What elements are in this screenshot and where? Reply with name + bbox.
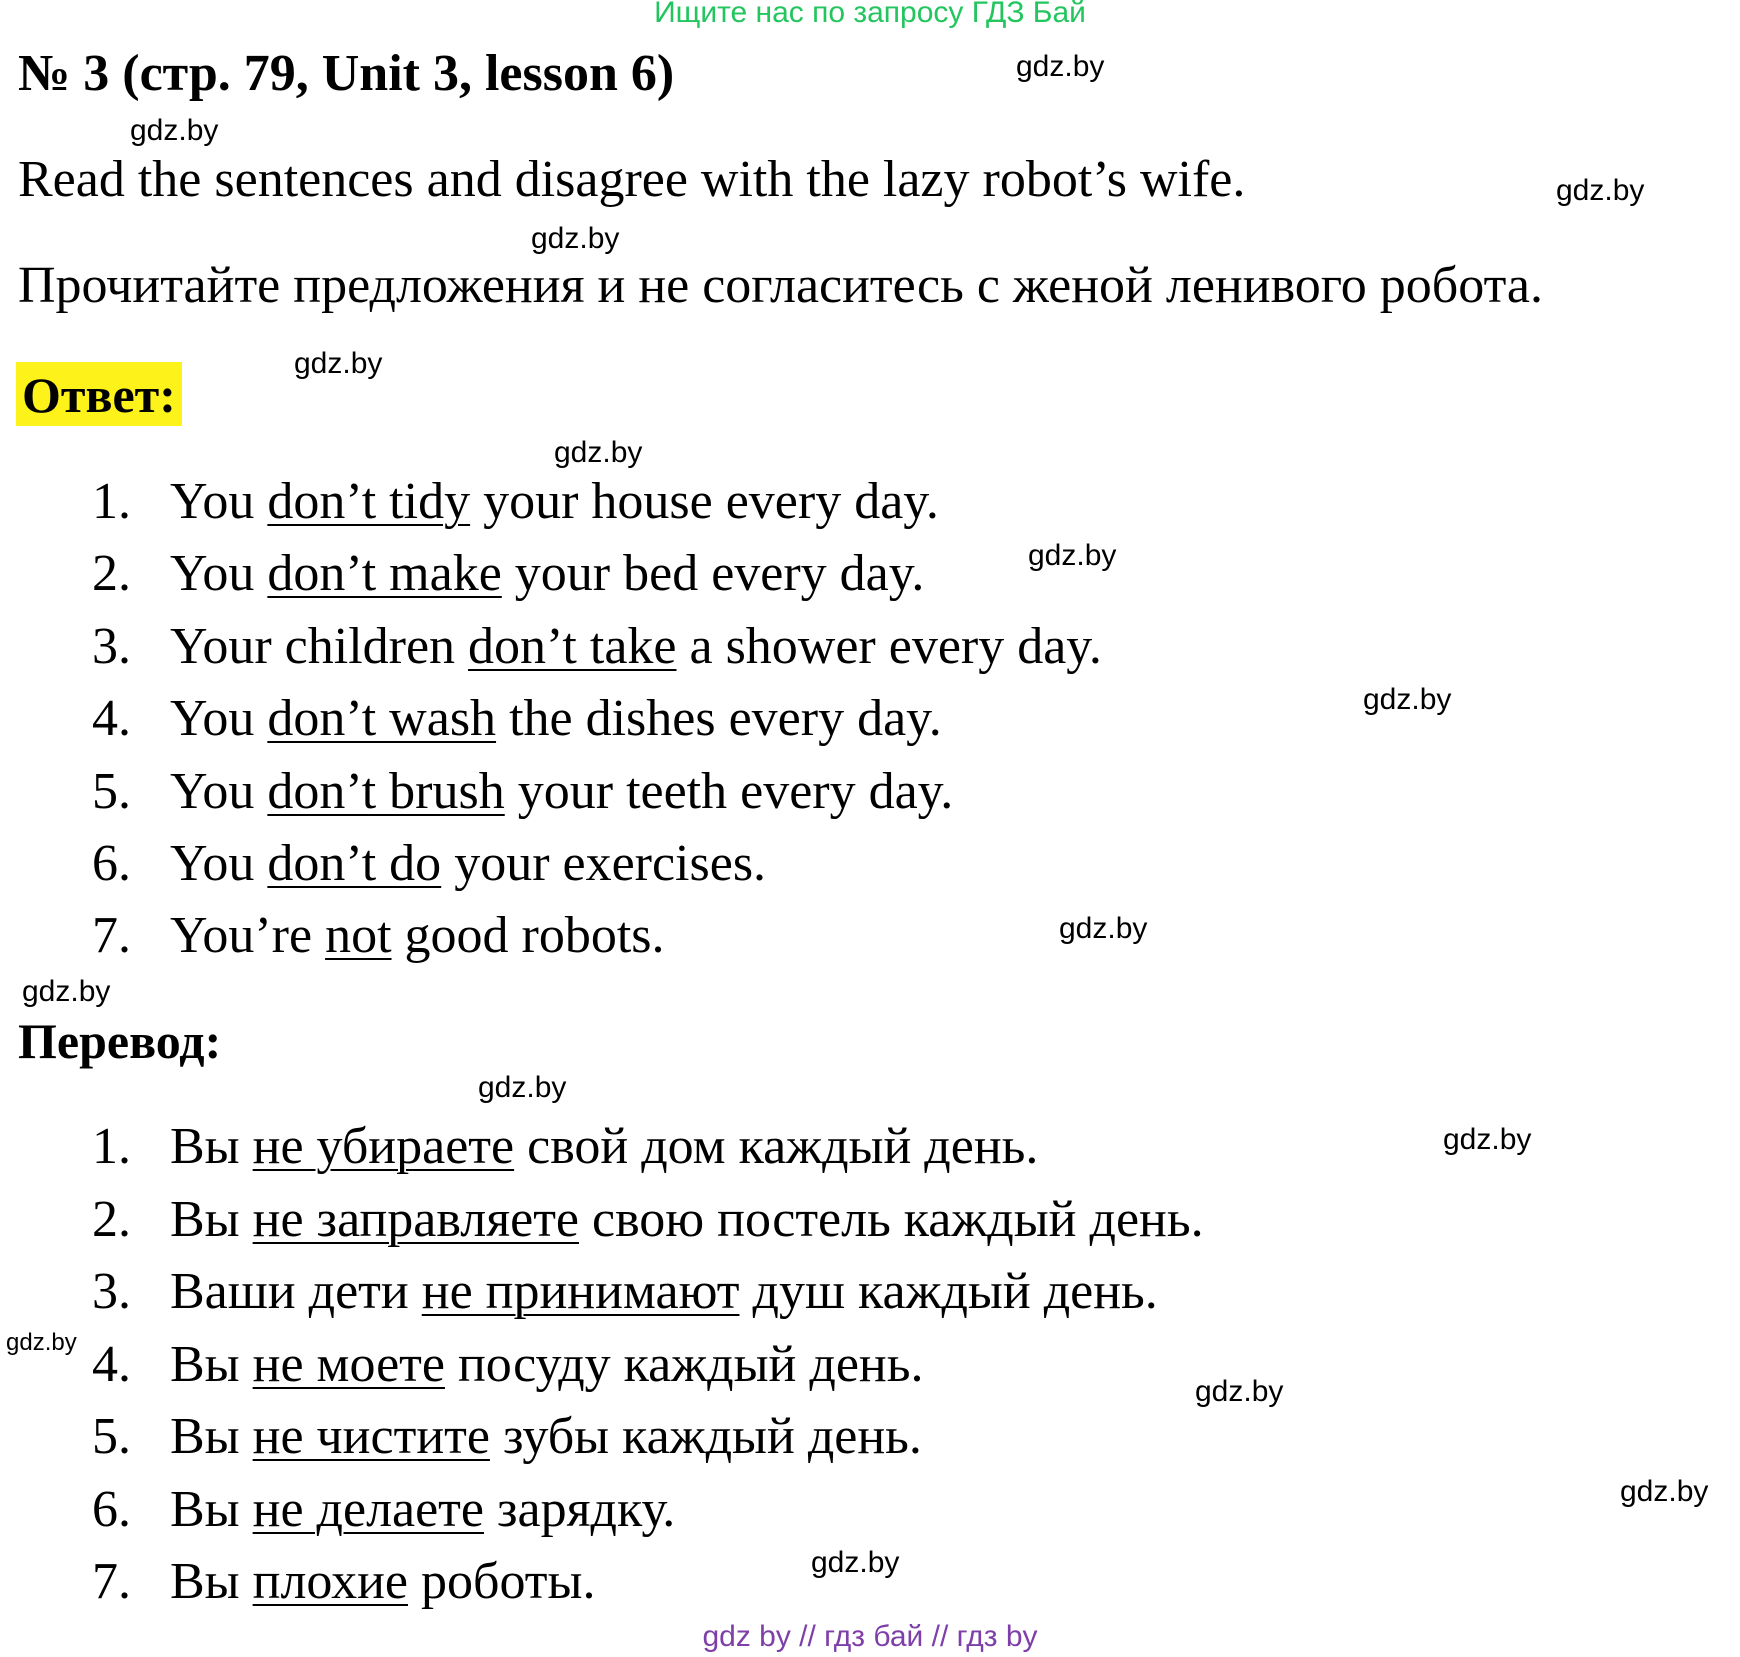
- answer-item: [92, 762, 953, 821]
- translation-item: [92, 1117, 1038, 1176]
- item-text: Вы: [170, 1191, 253, 1248]
- item-number: 2.: [92, 545, 131, 602]
- item-underlined: don’t brush: [267, 763, 505, 820]
- translation-item: [92, 1407, 922, 1466]
- item-number: 3.: [92, 618, 131, 675]
- watermark: gdz.by: [294, 347, 383, 380]
- item-text: You: [170, 690, 268, 747]
- item-text: Вы: [170, 1336, 253, 1393]
- item-text: your bed every day.: [501, 545, 925, 602]
- watermark: gdz.by: [531, 222, 620, 255]
- watermark: gdz.by: [1028, 539, 1117, 572]
- watermark: gdz.by: [6, 1329, 77, 1356]
- item-text: Вы: [170, 1481, 253, 1538]
- item-underlined: don’t tidy: [267, 473, 471, 530]
- item-text: You: [170, 835, 268, 892]
- item-text: a shower every day.: [676, 618, 1102, 675]
- answer-item: [92, 906, 665, 965]
- item-underlined: не моете: [252, 1336, 445, 1393]
- item-text: the dishes every day.: [496, 690, 942, 747]
- watermark: gdz.by: [811, 1546, 900, 1579]
- item-underlined: don’t wash: [267, 690, 497, 747]
- item-text: свой дом каждый день.: [514, 1118, 1039, 1175]
- translation-item: [92, 1335, 923, 1394]
- translation-item: [92, 1262, 1158, 1321]
- item-text: роботы.: [408, 1553, 596, 1610]
- item-text: душ каждый день.: [739, 1263, 1158, 1320]
- item-underlined: don’t make: [267, 545, 502, 602]
- item-text: your exercises.: [441, 835, 767, 892]
- watermark: gdz.by: [1443, 1123, 1532, 1156]
- watermark: gdz.by: [1016, 50, 1105, 83]
- item-underlined: не убираете: [252, 1118, 515, 1175]
- item-underlined: don’t take: [468, 618, 677, 675]
- top-banner: Ищите нас по запросу ГДЗ Бай: [654, 0, 1086, 29]
- translation-item: [92, 1190, 1204, 1249]
- watermark: gdz.by: [1059, 912, 1148, 945]
- item-number: 1.: [92, 1118, 131, 1175]
- item-underlined: не делаете: [252, 1481, 484, 1538]
- footer-watermark: gdz by // гдз бай // гдз by: [702, 1620, 1038, 1653]
- item-underlined: не заправляете: [252, 1191, 579, 1248]
- item-text: You: [170, 763, 268, 820]
- item-number: 6.: [92, 1481, 131, 1538]
- answer-item: [92, 472, 939, 531]
- instruction-russian: Прочитайте предложения и не согласитесь с женой ленивого робота.: [18, 257, 1544, 314]
- item-underlined: not: [325, 907, 392, 964]
- item-text: Вы: [170, 1408, 253, 1465]
- item-text: You: [170, 545, 268, 602]
- item-text: Your children: [170, 618, 469, 675]
- watermark: gdz.by: [1195, 1375, 1284, 1408]
- item-number: 4.: [92, 1336, 131, 1393]
- item-number: 3.: [92, 1263, 131, 1320]
- answer-item: [92, 834, 766, 893]
- item-underlined: не чистите: [252, 1408, 490, 1465]
- translation-item: [92, 1480, 675, 1539]
- watermark: gdz.by: [1363, 683, 1452, 716]
- item-number: 2.: [92, 1191, 131, 1248]
- translation-item: [92, 1552, 595, 1611]
- watermark: gdz.by: [22, 975, 111, 1008]
- item-text: Ваши дети: [170, 1263, 422, 1320]
- item-text: You’re: [170, 907, 326, 964]
- watermark: gdz.by: [554, 436, 643, 469]
- item-number: 7.: [92, 1553, 131, 1610]
- item-number: 7.: [92, 907, 131, 964]
- item-text: Вы: [170, 1118, 253, 1175]
- item-text: good robots.: [391, 907, 665, 964]
- instruction-english: Read the sentences and disagree with the lazy robot’s wife.: [18, 151, 1246, 208]
- item-text: зарядку.: [483, 1481, 676, 1538]
- answer-item: [92, 544, 924, 603]
- item-number: 5.: [92, 763, 131, 820]
- watermark: gdz.by: [130, 114, 219, 147]
- item-text: свою постель каждый день.: [579, 1191, 1204, 1248]
- answer-item: [92, 617, 1102, 676]
- watermark: gdz.by: [1556, 174, 1645, 207]
- item-text: Вы: [170, 1553, 253, 1610]
- item-text: your teeth every day.: [504, 763, 954, 820]
- item-text: your house every day.: [470, 473, 939, 530]
- item-underlined: не принимают: [421, 1263, 740, 1320]
- exercise-heading: № 3 (стр. 79, Unit 3, lesson 6): [18, 45, 675, 102]
- item-number: 6.: [92, 835, 131, 892]
- answer-item: [92, 689, 942, 748]
- answer-label: Ответ:: [16, 362, 182, 426]
- watermark: gdz.by: [1620, 1475, 1709, 1508]
- item-text: посуду каждый день.: [444, 1336, 924, 1393]
- translation-label: Перевод:: [18, 1013, 222, 1069]
- watermark: gdz.by: [478, 1071, 567, 1104]
- item-number: 1.: [92, 473, 131, 530]
- item-text: зубы каждый день.: [489, 1408, 922, 1465]
- item-underlined: don’t do: [267, 835, 442, 892]
- item-text: You: [170, 473, 268, 530]
- item-underlined: плохие: [252, 1553, 409, 1610]
- item-number: 5.: [92, 1408, 131, 1465]
- item-number: 4.: [92, 690, 131, 747]
